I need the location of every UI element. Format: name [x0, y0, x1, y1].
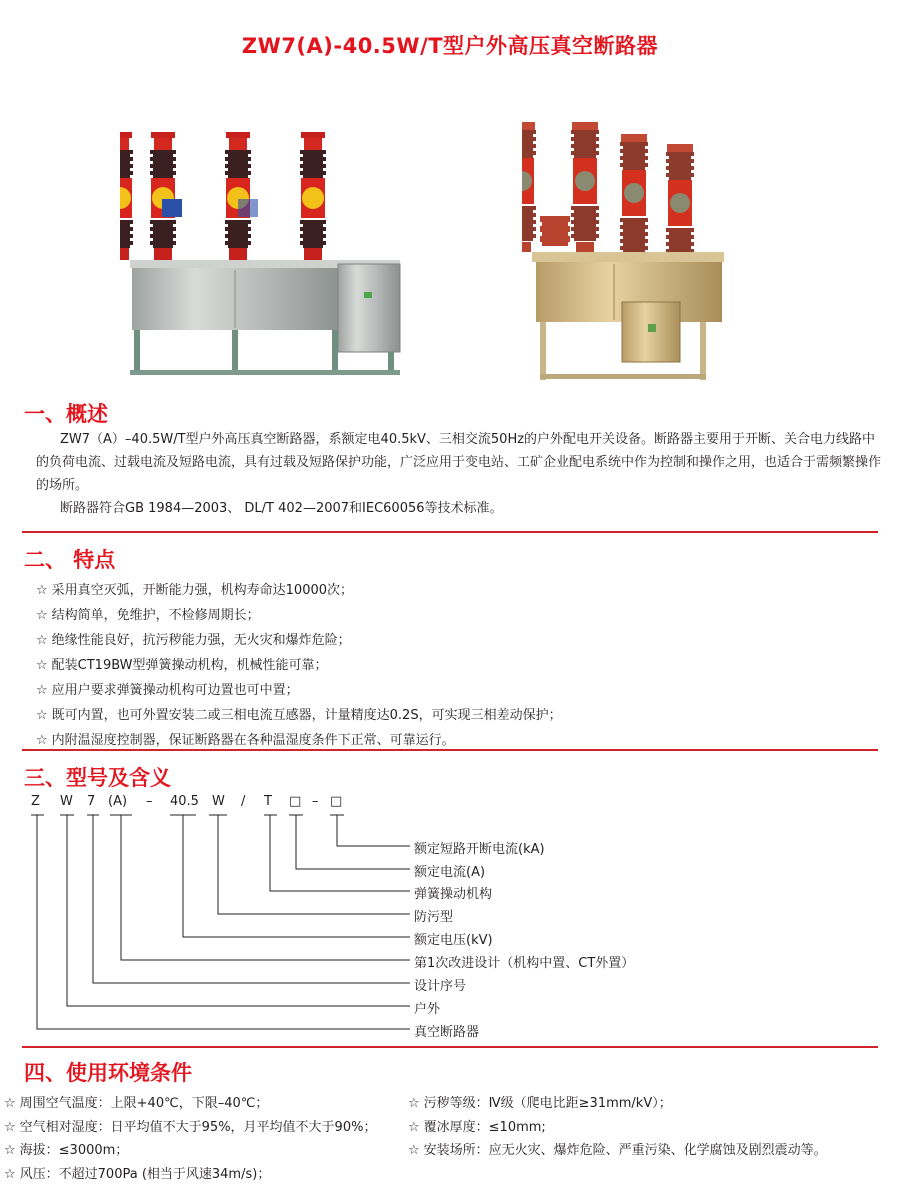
model-code-char: Z [31, 794, 40, 809]
model-label: 额定电流(A) [414, 865, 486, 880]
feature-item: ☆ 既可内置，也可外置安装二或三相电流互感器，计量精度达0.2S，可实现三相差动保护； [36, 708, 562, 723]
overview-paragraph-2: 断路器符合GB 1984—2003、 DL/T 402—2007和IEC60056等技术标准。 [60, 501, 503, 516]
section-heading-model: 三、型号及含义 [24, 766, 171, 790]
model-label: 防污型 [414, 910, 454, 925]
environment-list-left [4, 1092, 376, 1186]
model-label: 弹簧操动机构 [414, 887, 493, 902]
model-label: 第1次改进设计（机构中置、CT外置） [414, 956, 635, 971]
environment-item: ☆ 风压：不超过700Pa (相当于风速34m/s)； [4, 1166, 271, 1182]
star-icon: ☆ [36, 608, 48, 623]
model-code-char: W [212, 794, 225, 809]
model-label: 户外 [414, 1002, 441, 1017]
model-code-char: – [312, 794, 319, 809]
star-icon: ☆ [36, 708, 48, 723]
feature-item: ☆ 采用真空灭弧，开断能力强，机构寿命达10000次； [36, 583, 354, 598]
model-code-char: – [146, 794, 153, 809]
model-label: 额定电压(kV) [414, 933, 493, 948]
model-label: 真空断路器 [414, 1025, 480, 1040]
model-label: 设计序号 [414, 979, 467, 994]
star-icon: ☆ [4, 1166, 16, 1182]
star-icon: ☆ [36, 733, 48, 748]
feature-item: ☆ 结构简单，免维护，不检修周期长； [36, 608, 260, 623]
environment-item: ☆ 覆冰厚度：≤10mm; [408, 1119, 546, 1135]
model-label: 额定短路开断电流(kA) [414, 842, 545, 857]
star-icon: ☆ [4, 1096, 16, 1111]
model-code-char: T [264, 794, 272, 809]
model-code-char: □ [289, 794, 302, 809]
model-code-char: W [60, 794, 73, 809]
star-icon: ☆ [4, 1119, 16, 1135]
section-heading-environment: 四、使用环境条件 [24, 1061, 192, 1085]
section-heading-features: 二、 特点 [24, 548, 116, 572]
page-title: ZW7(A)-40.5W/T型户外高压真空断路器 [241, 34, 659, 58]
feature-item: ☆ 内附温湿度控制器，保证断路器在各种温湿度条件下正常、可靠运行。 [36, 733, 455, 748]
environment-list-right [408, 1092, 827, 1163]
star-icon: ☆ [36, 633, 48, 648]
section-heading-overview: 一、概述 [24, 402, 108, 426]
model-code-char: □ [330, 794, 343, 809]
feature-item: ☆ 配装CT19BW型弹簧操动机构，机械性能可靠； [36, 658, 328, 673]
star-icon: ☆ [408, 1143, 420, 1158]
star-icon: ☆ [408, 1096, 420, 1111]
star-icon: ☆ [36, 683, 48, 698]
feature-item: ☆ 绝缘性能良好，抗污秽能力强，无火灾和爆炸危险； [36, 633, 351, 648]
environment-item: ☆ 安装场所：应无火灾、爆炸危险、严重污染、化学腐蚀及剧烈震动等。 [408, 1143, 827, 1158]
section-divider [22, 1046, 878, 1048]
model-code-char: (A) [108, 794, 128, 809]
star-icon: ☆ [408, 1119, 420, 1135]
environment-item: ☆ 海拔：≤3000m； [4, 1143, 129, 1158]
feature-item: ☆ 应用户要求弹簧操动机构可边置也可中置； [36, 683, 299, 698]
environment-item: ☆ 周围空气温度：上限+40℃，下限–40℃； [4, 1096, 269, 1111]
model-code-char: 40.5 [170, 794, 199, 809]
star-icon: ☆ [36, 658, 48, 673]
model-code-char: / [241, 794, 246, 809]
environment-item: ☆ 空气相对湿度：日平均值不大于95%，月平均值不大于90%； [4, 1119, 377, 1135]
star-icon: ☆ [36, 583, 48, 598]
environment-item: ☆ 污秽等级：Ⅳ级（爬电比距≥31mm/kV）； [408, 1096, 672, 1111]
overview-paragraph-1: ZW7（A）–40.5W/T型户外高压真空断路器，系额定电40.5kV、三相交流50Hz的户外配电开关设备。断路器主要用于开断、关合电力线路中的负荷电流、过载电流及短路电流，具有过载及短路保护功能，广泛应用于变电站、工矿企业配电系统中作为控制和操作之用，也适合于需频繁操作的场所。 [36, 432, 882, 493]
model-code-char: 7 [87, 794, 96, 809]
star-icon: ☆ [4, 1143, 16, 1158]
